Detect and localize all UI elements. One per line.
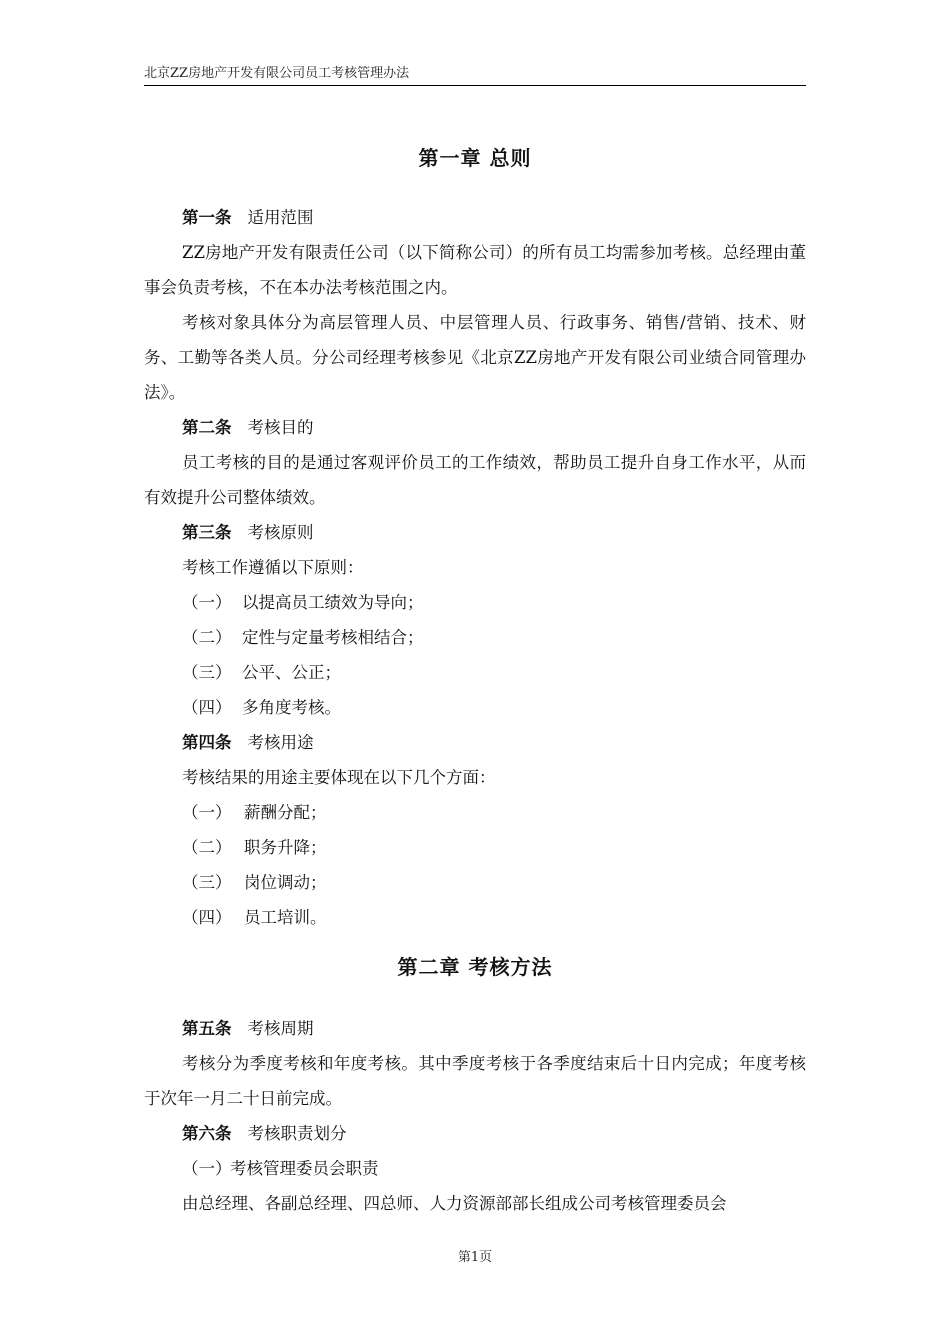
- article-6-number: 第六条: [182, 1124, 232, 1143]
- article-4-heading: [144, 725, 806, 760]
- article-5-paragraph-1: 考核分为季度考核和年度考核。其中季度考核于各季度结束后十日内完成；年度考核于次年一月二十日前完成。: [144, 1054, 806, 1108]
- list-item: [144, 620, 806, 655]
- list-item: [144, 865, 806, 900]
- chapter-2-title: 第二章 考核方法: [397, 955, 553, 979]
- article-4-paragraph-1: 考核结果的用途主要体现在以下几个方面：: [182, 768, 496, 787]
- list-item: [144, 655, 806, 690]
- article-6-paragraph-1: 由总经理、各副总经理、四总师、人力资源部部长组成公司考核管理委员会: [182, 1194, 727, 1213]
- list-item-mark: （三）: [182, 663, 232, 682]
- list-item-text: 公平、公正；: [242, 663, 341, 682]
- article-3-heading: [144, 515, 806, 550]
- chapter-1-title: 第一章 总则: [418, 146, 532, 170]
- list-item-text: 以提高员工绩效为导向；: [242, 593, 424, 612]
- article-2-title: 考核目的: [247, 418, 314, 437]
- article-6-title: 考核职责划分: [247, 1124, 347, 1143]
- list-item-text: 多角度考核。: [242, 698, 341, 717]
- running-header: 北京ZZ房地产开发有限公司员工考核管理办法: [144, 64, 806, 86]
- article-2-heading: [144, 410, 806, 445]
- list-item-text: 员工培训。: [244, 908, 327, 927]
- article-4-number: 第四条: [182, 733, 232, 752]
- article-1-paragraph-1: ZZ房地产开发有限责任公司（以下简称公司）的所有员工均需参加考核。总经理由董事会负责考核，不在本办法考核范围之内。: [144, 243, 806, 297]
- list-item: [144, 1151, 806, 1186]
- list-item-text: 考核管理委员会职责: [230, 1159, 379, 1178]
- article-5-title: 考核周期: [247, 1019, 314, 1038]
- list-item-text: 薪酬分配；: [244, 803, 327, 822]
- article-5-heading: [144, 1011, 806, 1046]
- list-item: [144, 690, 806, 725]
- article-3-title: 考核原则: [247, 523, 314, 542]
- list-item-mark: （二）: [182, 628, 232, 647]
- article-2-number: 第二条: [182, 418, 232, 437]
- list-item-mark: （二）: [182, 838, 232, 857]
- list-item: [144, 900, 806, 935]
- article-1-title: 适用范围: [247, 208, 314, 227]
- list-item-mark: （四）: [182, 698, 232, 717]
- article-5-number: 第五条: [182, 1019, 232, 1038]
- list-item-mark: （三）: [182, 873, 232, 892]
- article-3-paragraph-1: 考核工作遵循以下原则：: [182, 558, 364, 577]
- list-item-text: 职务升降；: [244, 838, 327, 857]
- list-item-mark: （一）: [182, 803, 232, 822]
- article-3-number: 第三条: [182, 523, 232, 542]
- list-item: [144, 795, 806, 830]
- list-item-mark: （一）: [182, 1159, 232, 1178]
- article-1-number: 第一条: [182, 208, 232, 227]
- article-4-title: 考核用途: [247, 733, 314, 752]
- article-1-heading: [144, 200, 806, 235]
- article-1-paragraph-2: 考核对象具体分为高层管理人员、中层管理人员、行政事务、销售/营销、技术、财务、工勤等各类人员。分公司经理考核参见《北京ZZ房地产开发有限公司业绩合同管理办法》。: [144, 313, 806, 402]
- list-item-text: 定性与定量考核相结合；: [242, 628, 424, 647]
- page-number: 第1页: [457, 1250, 493, 1265]
- article-6-heading: [144, 1116, 806, 1151]
- document-body: [144, 136, 806, 1221]
- list-item: [144, 830, 806, 865]
- list-item-mark: （四）: [182, 908, 232, 927]
- article-2-paragraph-1: 员工考核的目的是通过客观评价员工的工作绩效，帮助员工提升自身工作水平，从而有效提升公司整体绩效。: [144, 453, 806, 507]
- list-item-text: 岗位调动；: [244, 873, 327, 892]
- list-item-mark: （一）: [182, 593, 232, 612]
- list-item: [144, 585, 806, 620]
